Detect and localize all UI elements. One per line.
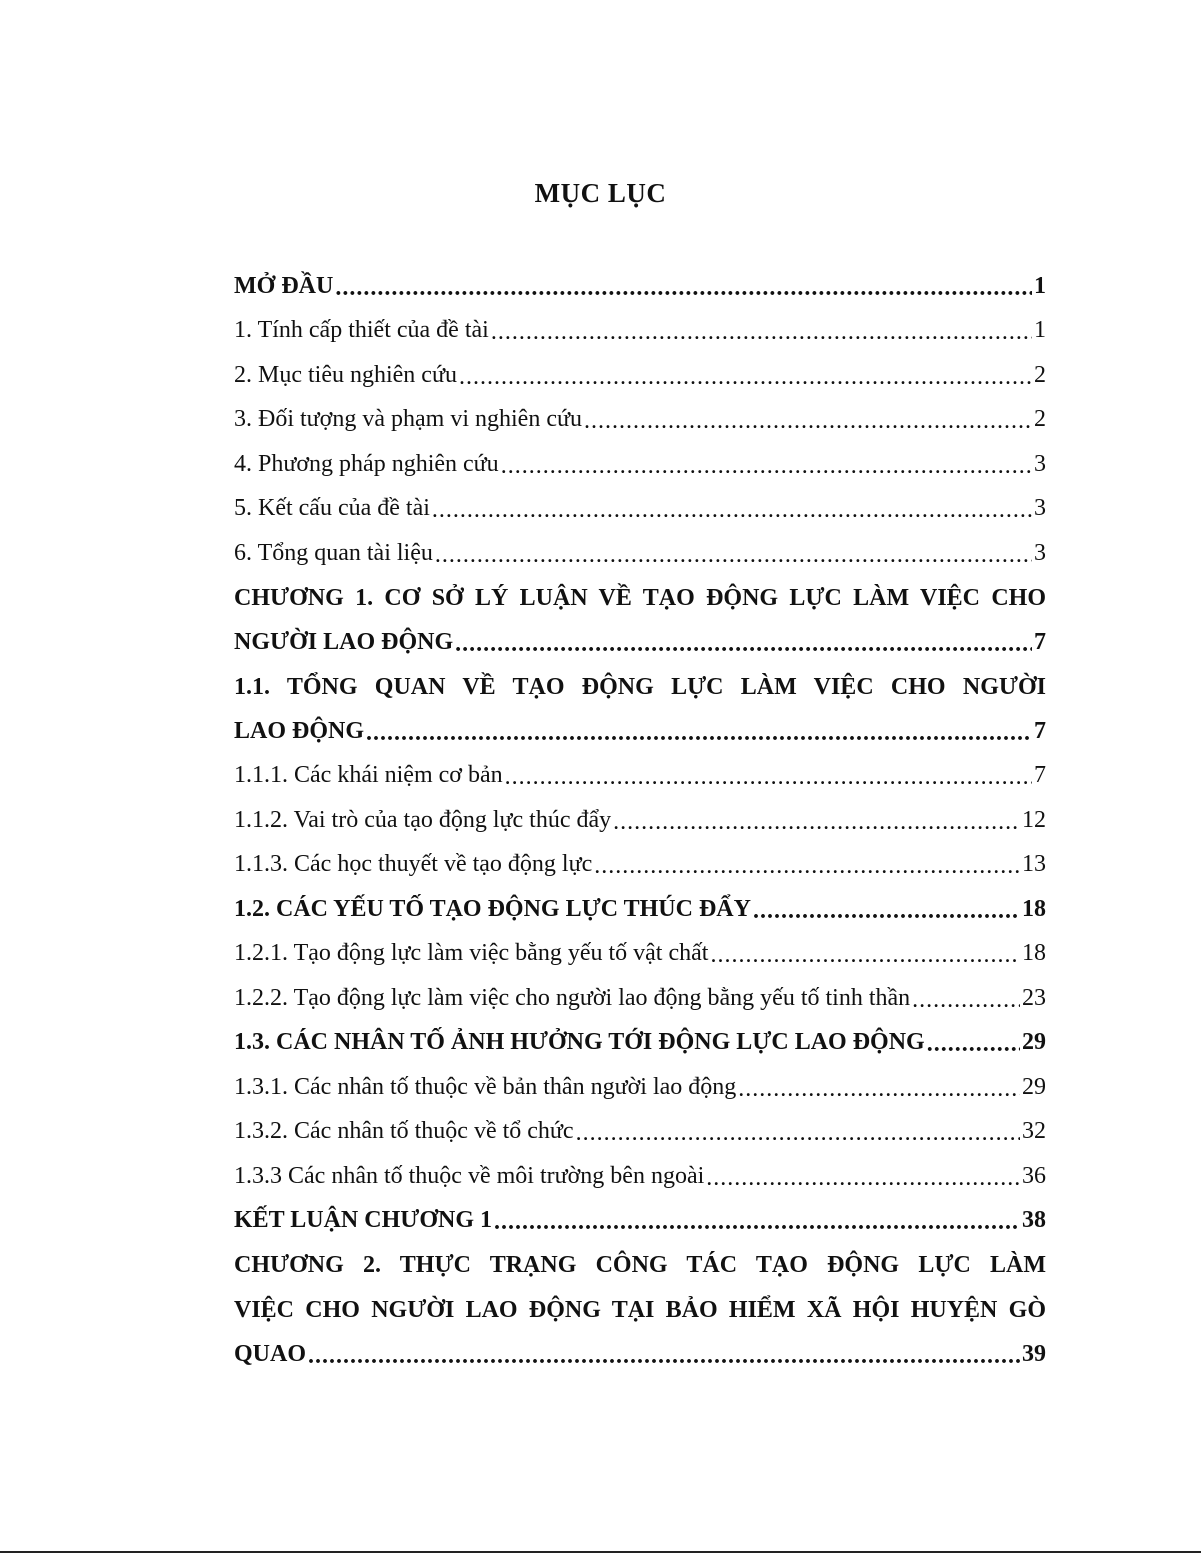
toc-entry — [234, 264, 1046, 309]
page-bottom-rule — [0, 1551, 1201, 1553]
toc-entry-label: MỞ ĐẦU — [234, 272, 334, 299]
toc-entry-label: 1.2.2. Tạo động lực làm việc cho người lao động bằng yếu tố tinh thần — [234, 984, 911, 1011]
toc-dot-leader — [491, 319, 1032, 346]
toc-dot-leader — [710, 942, 1020, 969]
toc-page-number: 3 — [1034, 539, 1046, 566]
toc-entry — [234, 798, 1046, 843]
toc-entry-label: 1.3.2. Các nhân tố thuộc về tổ chức — [234, 1118, 574, 1145]
toc-dot-leader — [435, 542, 1032, 569]
toc-entry — [234, 442, 1046, 487]
toc-page-number: 23 — [1022, 984, 1046, 1011]
toc-page-number: 3 — [1034, 450, 1046, 477]
toc-page-number: 18 — [1022, 895, 1046, 922]
toc-entry — [234, 353, 1046, 398]
toc-entry-label: NGƯỜI LAO ĐỘNG — [234, 628, 454, 655]
toc-entry-label: 1.2. CÁC YẾU TỐ TẠO ĐỘNG LỰC THÚC ĐẨY — [234, 895, 751, 922]
toc-entry — [234, 976, 1046, 1021]
toc-dot-leader — [366, 720, 1032, 747]
toc-entry — [234, 1110, 1046, 1155]
toc-entry-label: LAO ĐỘNG — [234, 717, 365, 744]
toc-entry-label: 1.3.3 Các nhân tố thuộc về môi trường bên ngoài — [234, 1162, 705, 1189]
toc-entry — [234, 754, 1046, 799]
toc-entry-label: 1.1.1. Các khái niệm cơ bản — [234, 762, 503, 789]
toc-entry-label: 4. Phương pháp nghiên cứu — [234, 450, 499, 477]
toc-entry — [234, 1332, 1046, 1377]
toc-dot-leader — [335, 275, 1032, 302]
toc-entry-label: 1.3. CÁC NHÂN TỐ ẢNH HƯỞNG TỚI ĐỘNG LỰC LAO ĐỘNG — [234, 1029, 925, 1056]
toc-title: MỤC LỤC — [534, 178, 667, 208]
toc-page-number: 1 — [1034, 317, 1046, 344]
toc-page-number: 2 — [1034, 361, 1046, 388]
toc-entry — [234, 887, 1046, 932]
toc-page-number: 7 — [1034, 717, 1046, 744]
toc-heading-line: CHƯƠNG 2. THỰC TRẠNG CÔNG TÁC TẠO ĐỘNG LỰC LÀM — [234, 1252, 1046, 1278]
toc-dot-leader — [613, 809, 1020, 836]
toc-entry-label: 1.1.2. Vai trò của tạo động lực thúc đẩy — [234, 806, 612, 833]
toc-dot-leader — [927, 1031, 1020, 1058]
toc-entry — [234, 1065, 1046, 1110]
toc-entry-label: 1.2.1. Tạo động lực làm việc bằng yếu tố vật chất — [234, 940, 709, 967]
toc-dot-leader — [576, 1120, 1020, 1147]
toc-dot-leader — [501, 453, 1032, 480]
toc-heading-line: CHƯƠNG 1. CƠ SỞ LÝ LUẬN VỀ TẠO ĐỘNG LỰC LÀM VIỆC CHO — [234, 584, 1046, 611]
toc-entry-label: 5. Kết cấu của đề tài — [234, 495, 430, 522]
toc-dot-leader — [459, 364, 1032, 391]
toc-page-number: 29 — [1022, 1073, 1046, 1100]
toc-entry — [234, 843, 1046, 888]
toc-page-number: 39 — [1022, 1340, 1046, 1367]
toc-heading-line: VIỆC CHO NGƯỜI LAO ĐỘNG TẠI BẢO HIỂM XÃ HỘI HUYỆN GÒ — [234, 1296, 1046, 1323]
toc-page-number: 29 — [1022, 1029, 1046, 1056]
toc-dot-leader — [706, 1165, 1020, 1192]
toc-entry — [234, 1199, 1046, 1244]
toc-page-number: 38 — [1022, 1207, 1046, 1234]
toc-entry-label: 6. Tổng quan tài liệu — [234, 539, 433, 566]
toc-entry — [234, 309, 1046, 354]
toc-entry-label: 2. Mục tiêu nghiên cứu — [234, 361, 457, 388]
toc-dot-leader — [753, 898, 1020, 925]
toc-entry — [234, 487, 1046, 532]
toc-entry — [234, 932, 1046, 977]
toc-entry-label: 1. Tính cấp thiết của đề tài — [234, 317, 489, 344]
toc-dot-leader — [308, 1343, 1020, 1370]
toc-entry-label: 1.1.3. Các học thuyết về tạo động lực — [234, 851, 593, 878]
toc-entry-label: KẾT LUẬN CHƯƠNG 1 — [234, 1207, 493, 1234]
toc-entry-label: 3. Đối tượng và phạm vi nghiên cứu — [234, 406, 582, 433]
toc-entry — [234, 531, 1046, 576]
toc-dot-leader — [594, 853, 1020, 880]
toc-dot-leader — [505, 764, 1032, 791]
toc-entry — [234, 1021, 1046, 1066]
toc-entry-label: 1.3.1. Các nhân tố thuộc về bản thân người lao động — [234, 1073, 737, 1100]
toc-dot-leader — [455, 631, 1032, 658]
toc-page-number: 7 — [1034, 762, 1046, 789]
toc-heading-line: 1.1. TỔNG QUAN VỀ TẠO ĐỘNG LỰC LÀM VIỆC CHO NGƯỜI — [234, 673, 1046, 700]
toc-page-number: 18 — [1022, 940, 1046, 967]
toc-page-number: 32 — [1022, 1118, 1046, 1145]
toc-page-number: 3 — [1034, 495, 1046, 522]
toc-dot-leader — [494, 1209, 1020, 1236]
toc-dot-leader — [912, 987, 1020, 1014]
toc-page-number: 13 — [1022, 851, 1046, 878]
toc-dot-leader — [584, 408, 1032, 435]
toc-page-number: 36 — [1022, 1162, 1046, 1189]
toc-dot-leader — [432, 497, 1032, 524]
table-of-contents — [234, 264, 1046, 1377]
toc-entry — [234, 709, 1046, 754]
toc-entry-label: QUAO — [234, 1340, 306, 1367]
toc-entry — [234, 620, 1046, 665]
toc-page-number: 2 — [1034, 406, 1046, 433]
toc-entry — [234, 1154, 1046, 1199]
toc-entry — [234, 398, 1046, 443]
toc-page-number: 1 — [1034, 272, 1046, 299]
toc-page-number: 12 — [1022, 806, 1046, 833]
toc-page-number: 7 — [1034, 628, 1046, 655]
toc-dot-leader — [738, 1076, 1020, 1103]
